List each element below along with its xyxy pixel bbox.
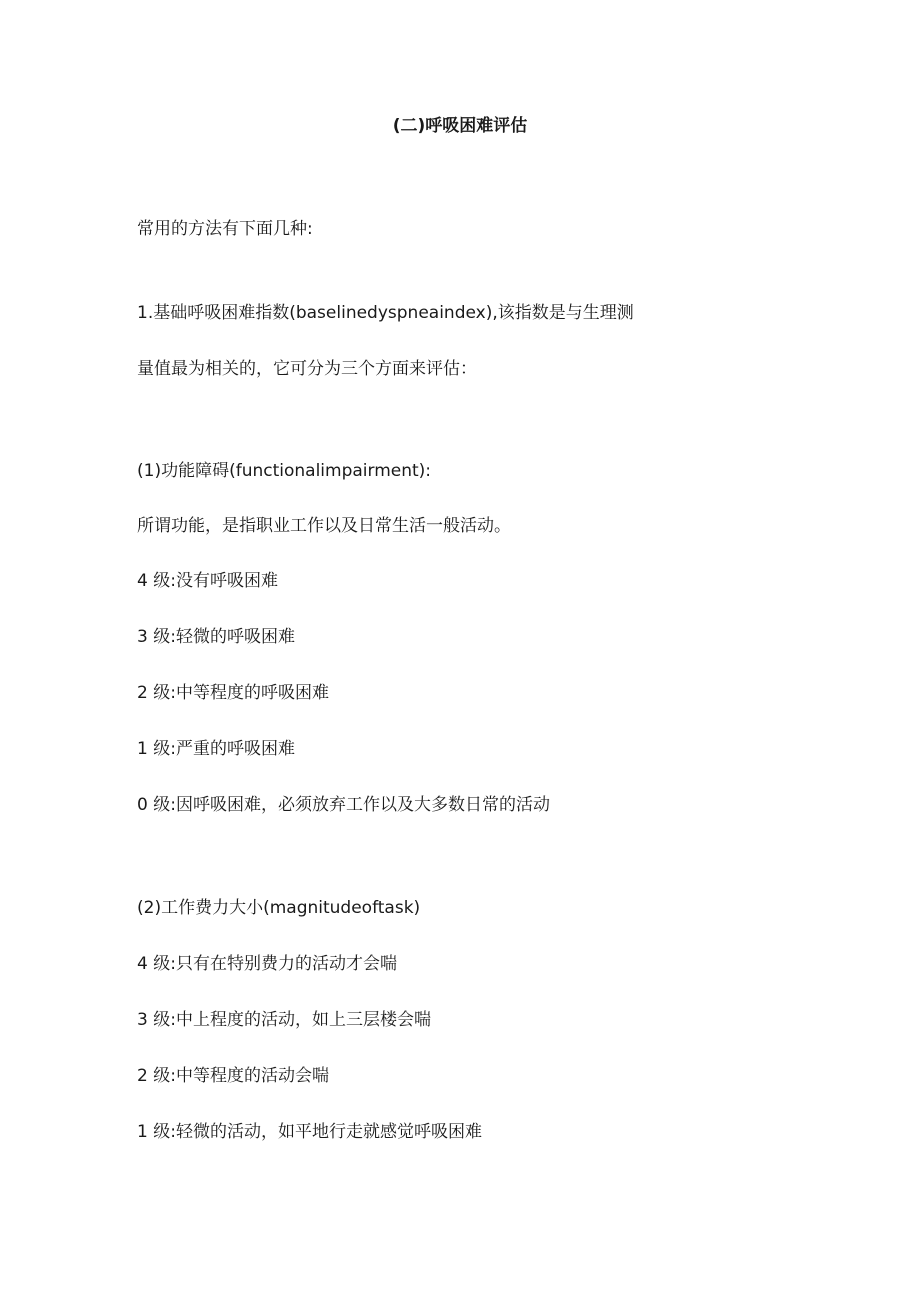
- functional-grade-4: 4 级:没有呼吸困难: [137, 571, 278, 591]
- task-grade-2: 2 级:中等程度的活动会喘: [137, 1066, 329, 1086]
- functional-grade-1: 1 级:严重的呼吸困难: [137, 739, 295, 759]
- functional-grade-2: 2 级:中等程度的呼吸困难: [137, 683, 329, 703]
- magnitude-of-task-heading: (2)工作费力大小(magnitudeoftask): [137, 898, 421, 918]
- functional-definition: 所谓功能，是指职业工作以及日常生活一般活动。: [137, 516, 511, 536]
- section-title: (二)呼吸困难评估: [392, 116, 528, 136]
- functional-grade-3: 3 级:轻微的呼吸困难: [137, 627, 295, 647]
- functional-grade-0: 0 级:因呼吸困难，必须放弃工作以及大多数日常的活动: [137, 795, 550, 815]
- functional-impairment-heading: (1)功能障碍(functionalimpairment):: [137, 461, 432, 481]
- intro-paragraph: 常用的方法有下面几种:: [137, 219, 313, 239]
- bdi-paragraph-line-2: 量值最为相关的，它可分为三个方面来评估：: [137, 359, 477, 379]
- bdi-paragraph-line-1: 1.基础呼吸困难指数(baselinedyspneaindex),该指数是与生理测: [137, 303, 634, 323]
- task-grade-4: 4 级:只有在特别费力的活动才会喘: [137, 954, 397, 974]
- task-grade-1: 1 级:轻微的活动，如平地行走就感觉呼吸困难: [137, 1122, 482, 1142]
- task-grade-3: 3 级:中上程度的活动，如上三层楼会喘: [137, 1010, 431, 1030]
